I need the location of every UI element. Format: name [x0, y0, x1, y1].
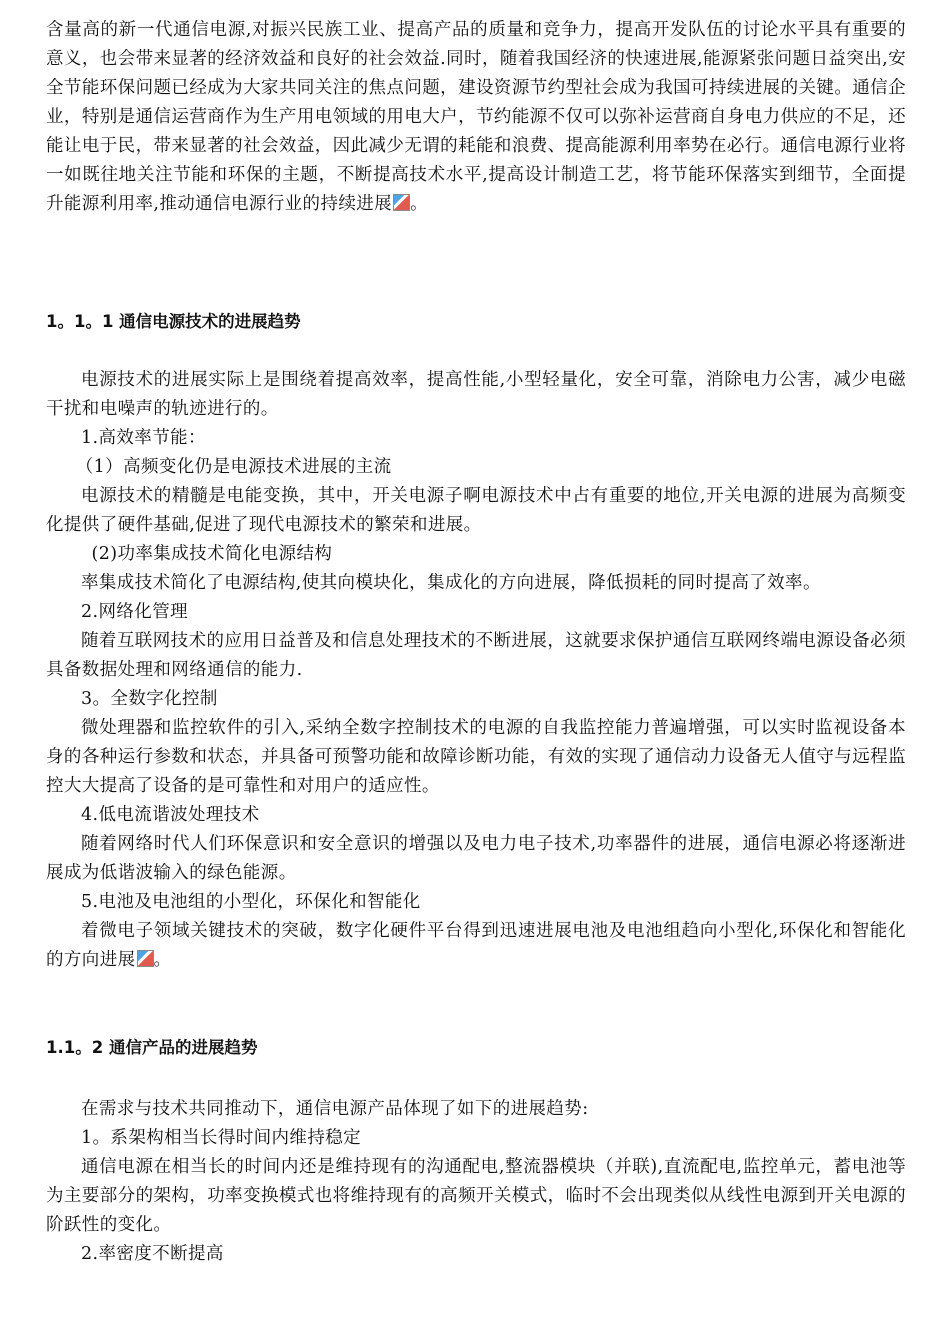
intro-paragraph: 含量高的新一代通信电源,对振兴民族工业、提高产品的质量和竞争力，提高开发队伍的讨论水平具有重要的意义，也会带来显著的经济效益和良好的社会效益.同时，随着我国经济的快速进展,能源紧张问题日益突出,安全节能环保问题已经成为大家共同关注的焦点问题，建设资源节约型社会成为我国可持续进展的关键。通信企业，特别是通信运营商作为生产用电领域的用电大户，节约能源不仅可以弥补运营商自身电力供应的不足，还能让电于民，带来显著的社会效益，因此减少无谓的耗能和浪费、提高能源利用率势在必行。通信电源行业将一如既往地关注节能和环保的主题，不断提高技术水平,提高设计制造工艺，将节能环保落实到细节，全面提升能源利用率,推动通信电源行业的持续进展 。	[46, 20, 906, 214]
list-item: 5.电池及电池组的小型化，环保化和智能化	[81, 892, 421, 912]
list-item: 1.高效率节能：	[81, 428, 206, 448]
paragraph: 率集成技术简化了电源结构,使其向模块化，集成化的方向进展，降低损耗的同时提高了效率。	[81, 573, 821, 593]
list-item: 4.低电流谐波处理技术	[81, 805, 260, 825]
section-heading-1-1-2: 1.1。2 通信产品的进展趋势	[46, 1038, 258, 1057]
section-1-body	[46, 366, 906, 975]
paragraph: 着微电子领域关键技术的突破，数字化硬件平台得到迅速进展电池及电池组趋向小型化,环保化和智能化的方向进展 。	[46, 921, 906, 970]
list-item: 2.网络化管理	[81, 602, 188, 622]
section-heading-1-1-1: 1。1。1 通信电源技术的进展趋势	[46, 312, 301, 331]
paragraph: 随着网络时代人们环保意识和安全意识的增强以及电力电子技术,功率器件的进展，通信电源必将逐渐进展成为低谐波输入的绿色能源。	[46, 834, 906, 883]
paragraph: 随着互联网技术的应用日益普及和信息处理技术的不断进展，这就要求保护通信互联网终端电源设备必须具备数据处理和网络通信的能力.	[46, 631, 906, 680]
list-item: (2)功率集成技术简化电源结构	[91, 544, 333, 564]
paragraph: 电源技术的进展实际上是围绕着提高效率，提高性能,小型轻量化，安全可靠，消除电力公害，减少电磁干扰和电噪声的轨迹进行的。	[46, 370, 906, 419]
list-item: 3。全数字化控制	[81, 689, 218, 709]
paragraph: 在需求与技术共同推动下，通信电源产品体现了如下的进展趋势:	[81, 1099, 589, 1119]
list-item: （1）高频变化仍是电源技术进展的主流	[75, 457, 392, 477]
section-2-body	[46, 1095, 906, 1269]
list-item: 2.率密度不断提高	[81, 1244, 224, 1264]
paragraph: 电源技术的精髓是电能变换，其中，开关电源子啊电源技术中占有重要的地位,开关电源的进展为高频变化提供了硬件基础,促进了现代电源技术的繁荣和进展。	[46, 486, 906, 535]
list-item: 1。系架构相当长得时间内维持稳定	[81, 1128, 362, 1148]
broken-image-icon	[137, 950, 154, 967]
paragraph: 通信电源在相当长的时间内还是维持现有的沟通配电,整流器模块（并联),直流配电,监控单元，蓄电池等为主要部分的架构，功率变换模式也将维持现有的高频开关模式，临时不会出现类似从线性电源到开关电源的阶跃性的变化。	[46, 1157, 906, 1235]
broken-image-icon	[393, 194, 410, 211]
paragraph: 微处理器和监控软件的引入,采纳全数字控制技术的电源的自我监控能力普遍增强，可以实时监视设备本身的各种运行参数和状态，并具备可预警功能和故障诊断功能，有效的实现了通信动力设备无人值守与远程监控大大提高了设备的是可靠性和对用户的适应性。	[46, 718, 906, 796]
